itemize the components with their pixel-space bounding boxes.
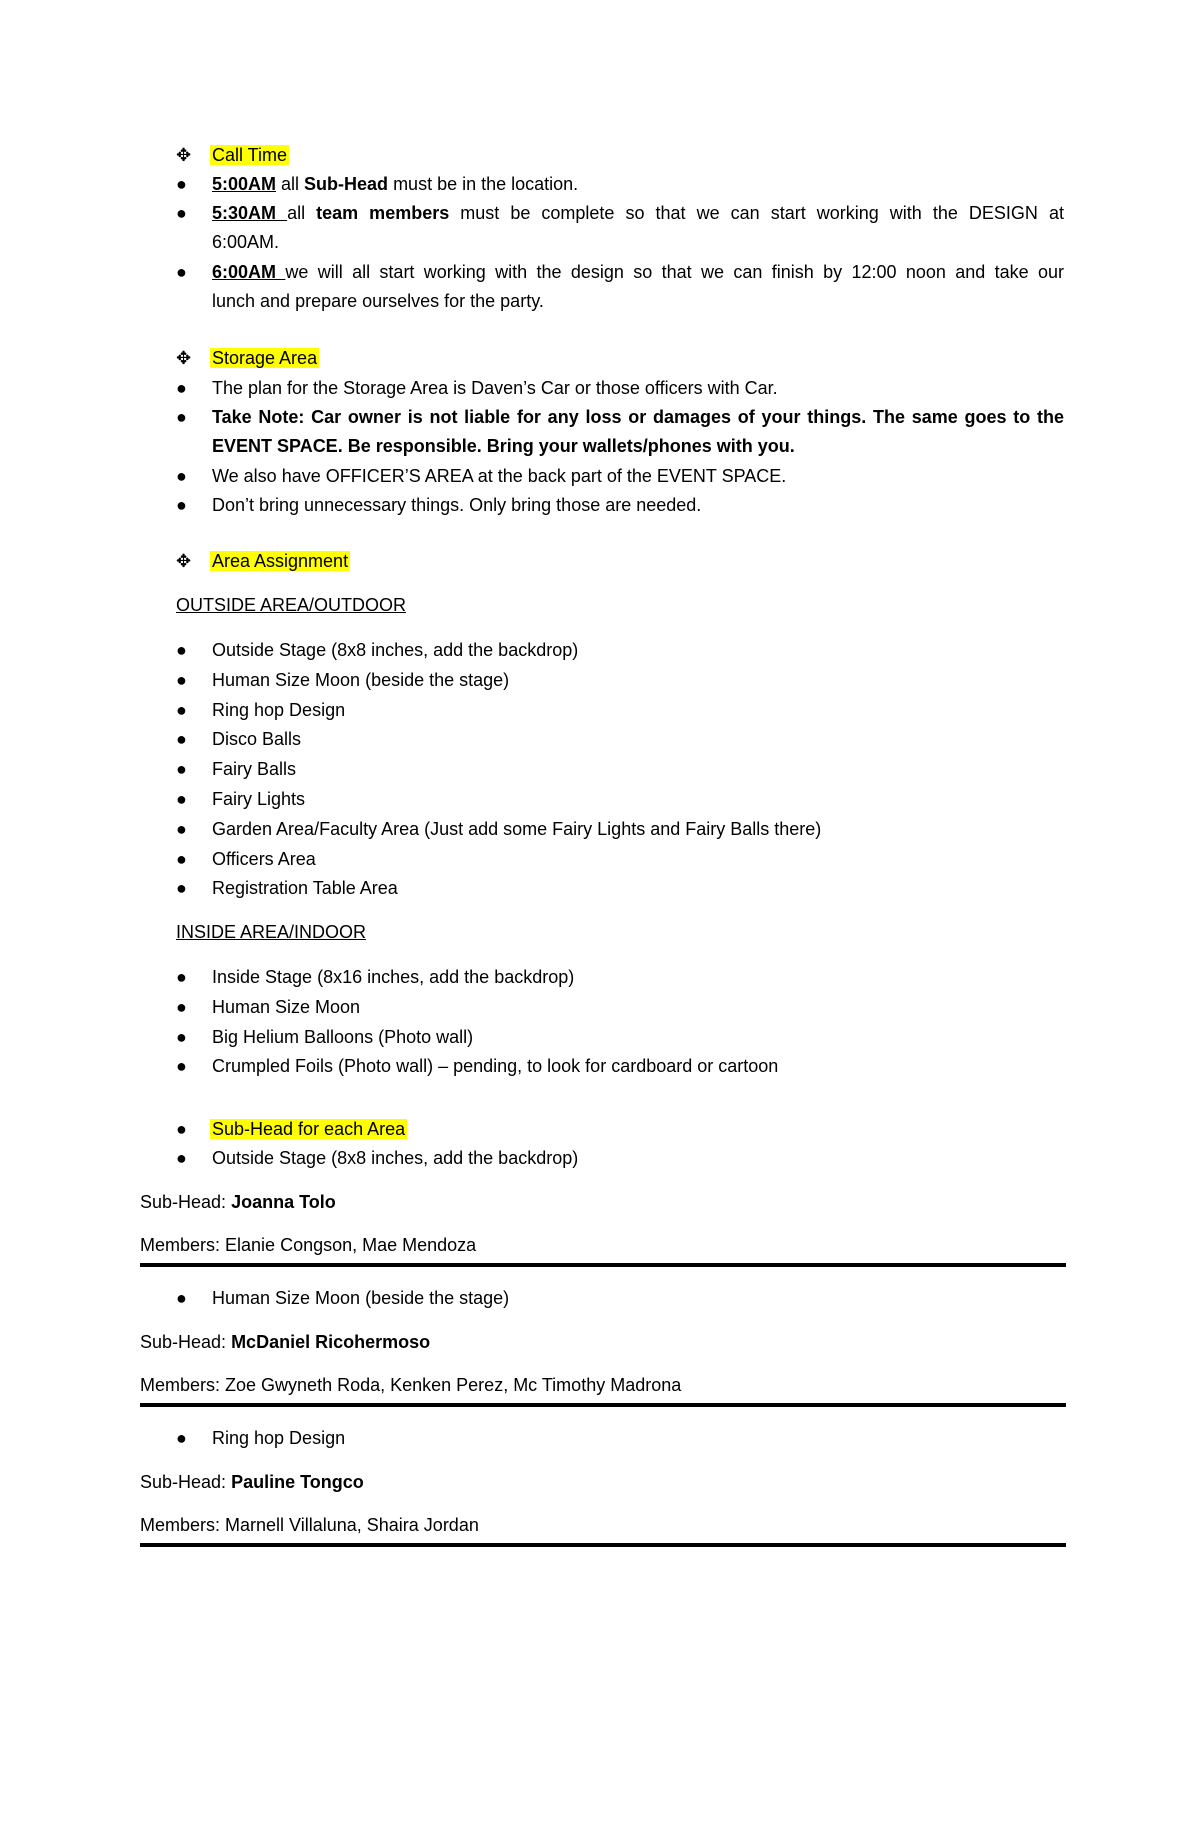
list-item: Crumpled Foils (Photo wall) – pending, to look for cardboard or cartoon: [212, 1056, 779, 1077]
diamond-bullet-icon: ✥: [176, 551, 192, 571]
bullet-icon: ●: [176, 1119, 187, 1139]
list-item: Fairy Balls: [212, 759, 297, 780]
bullet-icon: ●: [176, 1288, 187, 1308]
bullet-icon: ●: [176, 967, 187, 987]
bullet-icon: ●: [176, 1056, 187, 1077]
divider: [140, 1263, 1066, 1267]
members-line: Members: Elanie Congson, Mae Mendoza: [140, 1235, 477, 1255]
list-item: Disco Balls: [212, 729, 302, 750]
bullet-icon: ●: [176, 789, 187, 809]
section-heading-subheads: Sub-Head for each Area: [212, 1119, 406, 1139]
bullet-icon: ●: [176, 495, 187, 515]
divider: [140, 1543, 1066, 1547]
bullet-icon: ●: [176, 407, 187, 427]
bullet-icon: ●: [176, 759, 187, 780]
list-item: We also have OFFICER’S AREA at the back part of the EVENT SPACE.: [212, 466, 787, 486]
group-area-name: Ring hop Design: [212, 1428, 346, 1448]
section-heading-storage-area: Storage Area: [212, 348, 318, 368]
bullet-icon: ●: [176, 818, 187, 839]
bullet-icon: ●: [176, 669, 187, 690]
list-item: The plan for the Storage Area is Daven’s Car or those officers with Car.: [212, 378, 778, 398]
take-note-continuation: EVENT SPACE. Be responsible. Bring your wallets/phones with you.: [212, 436, 795, 456]
bullet-icon: ●: [176, 203, 187, 223]
bullet-icon: ●: [176, 1148, 187, 1168]
list-item: Outside Stage (8x8 inches, add the backdrop): [212, 640, 579, 660]
bullet-icon: ●: [176, 640, 187, 660]
bullet-icon: ●: [176, 174, 187, 194]
bullet-icon: ●: [176, 1026, 187, 1047]
members-line: Members: Marnell Villaluna, Shaira Jordan: [140, 1515, 479, 1535]
subhead-line: Sub-Head: McDaniel Ricohermoso: [140, 1332, 431, 1352]
list-item: 5:00AM all Sub-Head must be in the location.: [212, 174, 579, 194]
list-item-continuation: 6:00AM.: [212, 232, 280, 252]
inside-area-title: INSIDE AREA/INDOOR: [176, 922, 367, 942]
list-item: Inside Stage (8x16 inches, add the backdrop): [212, 967, 575, 987]
diamond-bullet-icon: ✥: [176, 145, 192, 165]
list-item: Ring hop Design: [212, 699, 346, 720]
list-item: Big Helium Balloons (Photo wall): [212, 1026, 474, 1047]
list-item: Officers Area: [212, 848, 316, 869]
subhead-line: Sub-Head: Pauline Tongco: [140, 1472, 364, 1492]
bullet-icon: ●: [176, 378, 187, 398]
group-area-name: Human Size Moon (beside the stage): [212, 1288, 510, 1308]
bullet-icon: ●: [176, 848, 187, 869]
divider: [140, 1403, 1066, 1407]
list-item: 5:30AM all team members must be complete so that we can start working with the DESIGN at: [212, 203, 1064, 223]
section-heading-call-time: Call Time: [212, 145, 288, 165]
section-heading-area-assignment: Area Assignment: [212, 551, 349, 571]
list-item: 6:00AM we will all start working with the design so that we can finish by 12:00 noon and take our: [212, 262, 1064, 282]
list-item: Don’t bring unnecessary things. Only bring those are needed.: [212, 495, 702, 515]
list-item: Registration Table Area: [212, 878, 398, 899]
list-item: Human Size Moon: [212, 996, 361, 1017]
bullet-icon: ●: [176, 729, 187, 750]
take-note-item: Take Note: Car owner is not liable for any loss or damages of your things. The same goes to the: [212, 407, 1064, 427]
bullet-icon: ●: [176, 996, 187, 1017]
outside-area-title: OUTSIDE AREA/OUTDOOR: [176, 595, 407, 615]
bullet-icon: ●: [176, 878, 187, 899]
list-item: Human Size Moon (beside the stage): [212, 669, 510, 690]
bullet-icon: ●: [176, 262, 187, 282]
list-item: Garden Area/Faculty Area (Just add some Fairy Lights and Fairy Balls there): [212, 818, 822, 839]
bullet-icon: ●: [176, 699, 187, 720]
bullet-icon: ●: [176, 1428, 187, 1448]
list-item: Fairy Lights: [212, 789, 306, 809]
subhead-line: Sub-Head: Joanna Tolo: [140, 1192, 336, 1212]
list-item-continuation: lunch and prepare ourselves for the party.: [212, 291, 544, 311]
group-area-name: Outside Stage (8x8 inches, add the backdrop): [212, 1148, 579, 1168]
bullet-icon: ●: [176, 466, 187, 486]
diamond-bullet-icon: ✥: [176, 348, 192, 368]
members-line: Members: Zoe Gwyneth Roda, Kenken Perez, Mc Timothy Madrona: [140, 1375, 682, 1395]
